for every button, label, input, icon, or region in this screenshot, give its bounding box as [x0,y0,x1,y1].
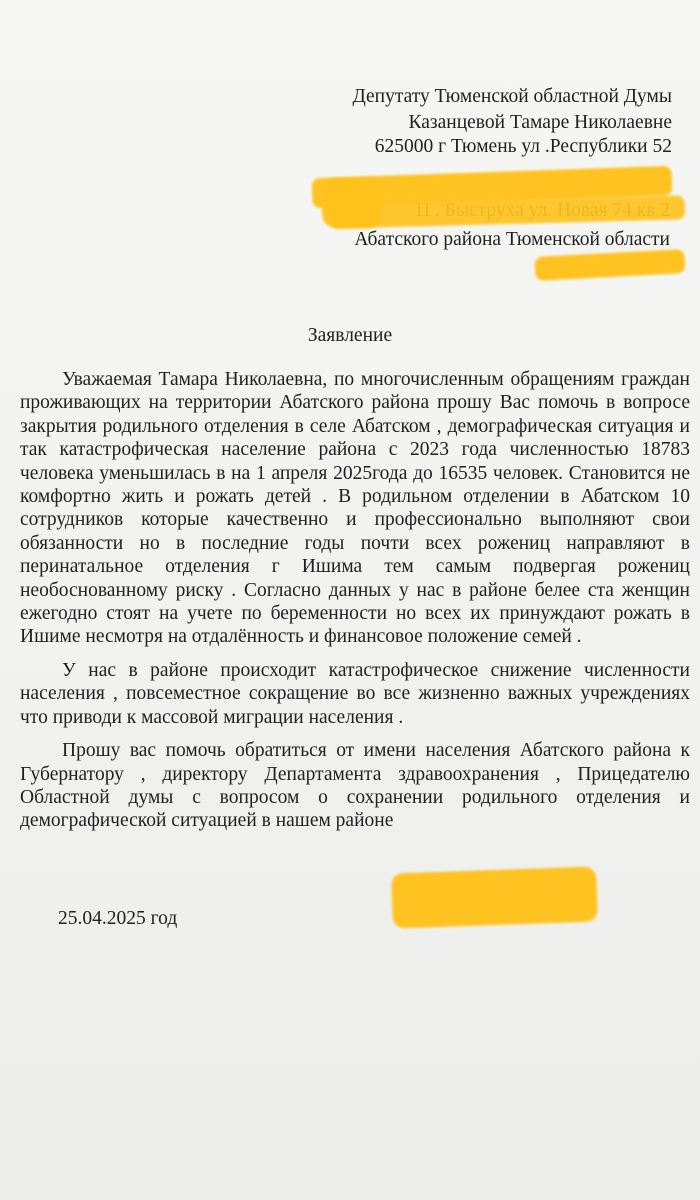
sender-district-line: Абатского района Тюменской области [354,229,670,250]
redaction-mark-signature [391,866,598,928]
recipient-line-1: Депутату Тюменской областной Думы [352,86,672,107]
letter-body [20,368,690,843]
redaction-mark-sender-phone [534,249,685,281]
recipient-line-3: 625000 г Тюмень ул .Республики 52 [374,136,672,157]
paragraph-3: Прошу вас помочь обратиться от имени населения Абатского района к Губернатору , директору Департамента здравоохранения , Прицедателю Областной думы с вопросом о сохранении родильного отделения и демографической ситуацией в нашем районе [20,740,690,832]
document-title: Заявление [307,325,393,346]
document-date: 25.04.2025 год [58,908,178,929]
paragraph-1: Уважаемая Тамара Николаевна, по многочисленным обращениям граждан проживающих на территории Абатского района прошу Вас помочь в вопросе закрытия родильного отделения в селе Абатском , демографическая ситуация и так катастрофическая население района с 2023 года численностью 18783 человека уменьшилась в на 1 апреля 2025года до 16535 человек. Становится не комфортно жить и рожать детей . В родильном отделении в Абатском 10 сотрудников которые качественно и профессионально выполняют свои обязанности но в последние годы почти всех рожениц направляют в перинатальное отделения г Ишима тем самым подвергая рожениц необоснованному риску . Согласно данных у нас в районе белее ста женщин ежегодно стоят на учете по беременности но всех их принуждают рожать в Ишиме несмотря на отдалённость и финансовое положение семей . [20,369,690,648]
recipient-line-2: Казанцевой Тамаре Николаевне [408,112,672,133]
paragraph-2: У нас в районе происходит катастрофическое снижение численности населения , повсеместное сокращение во все жизненно важных учреждениях что приводи к массовой миграции населения . [20,659,690,728]
